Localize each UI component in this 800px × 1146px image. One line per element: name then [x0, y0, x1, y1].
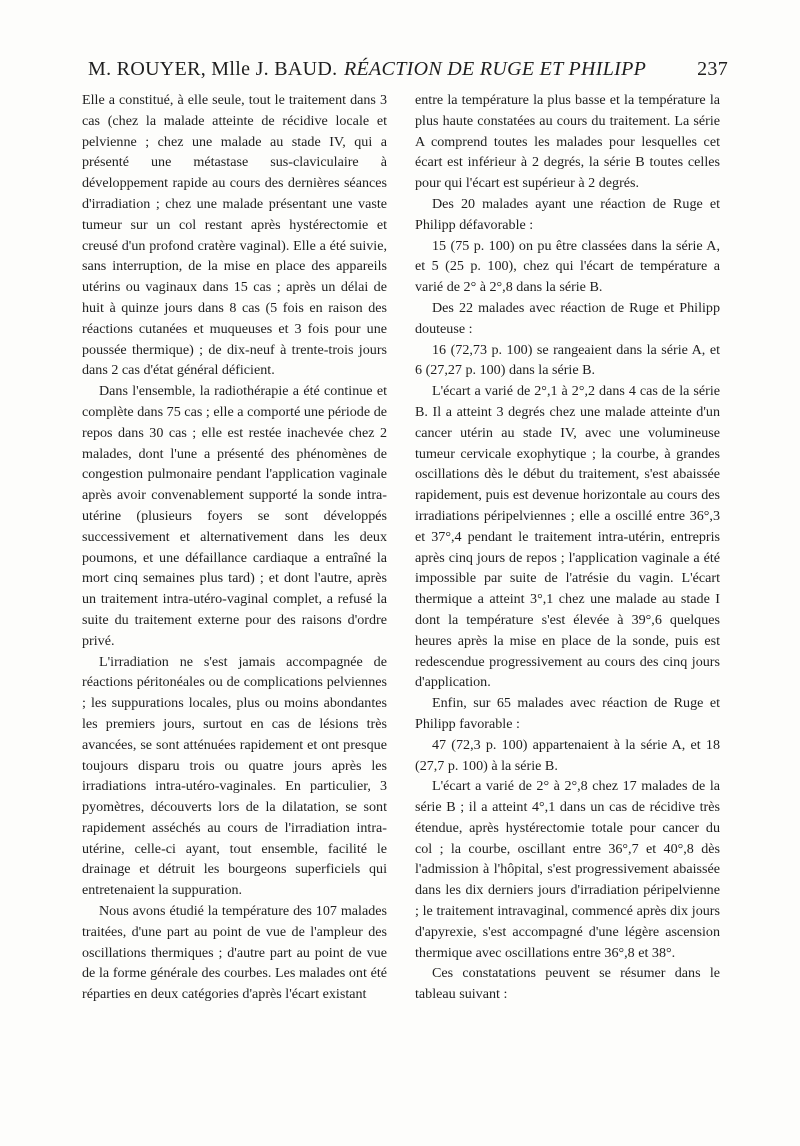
paragraph: Des 20 malades ayant une réaction de Ruge et Philipp défavorable : [415, 195, 720, 233]
paragraph: Enfin, sur 65 malades avec réaction de Ruge et Philipp favorable : [415, 695, 720, 732]
paragraph: Nous avons étudié la température des 107 malades traitées, d'une part au point de vue de l'ampleur des oscillations thermiques ; d'autre part au point de vue de la forme générale des courbes. Les malades ont été réparties en deux catégories d'après l'écart existant [82, 903, 387, 1003]
header-authors: M. ROUYER, Mlle J. BAUD. [88, 58, 338, 80]
paragraph: Dans l'ensemble, la radiothérapie a été continue et complète dans 75 cas ; elle a comporté une période de repos dans 30 cas ; elle est restée inachevée chez 2 malades, dont l'une a présenté des phénomènes de congestion pulmonaire pendant l'application vaginale après avoir convenablement supporté la sonde intra-utérine (plusieurs foyers se sont développés successivement et alternativement dans les deux poumons, et une défaillance cardiaque a entraîné la mort cinq semaines plus tard) ; et dont l'autre, après un traitement intra-utéro-vaginal complet, a refusé la suite du traitement externe pour des raisons d'ordre privé. [82, 383, 387, 649]
paragraph: L'écart a varié de 2°,1 à 2°,2 dans 4 cas de la série B. Il a atteint 3 degrés chez une malade atteinte d'un cancer utérin au stade IV, avec une volumineuse tumeur cervicale exophytique ; la courbe, à grandes oscillations dès le début du traitement, s'est abaissée rapidement, puis est devenue horizontale au cours des irradiations péripelviennes ; elle a oscillé entre 36°,3 et 37°,4 pendant le traitement intra-utérin, entrepris après cinq jours de repos ; l'application vaginale a été impossible par suite de l'atrésie du vagin. L'écart thermique a atteint 3°,1 chez une malade au stade I dont la température s'est élevée à 39°,6 quelques heures après la mise en place de la sonde, puis est redescendue progressivement au cours des cinq jours d'application. [415, 383, 720, 691]
paragraph: Ces constatations peuvent se résumer dans le tableau suivant : [415, 965, 720, 1003]
paragraph: 15 (75 p. 100) on pu être classées dans la série A, et 5 (25 p. 100), chez qui l'écart de température a varié de 2° à 2°,8 dans la série B. [415, 237, 720, 296]
paragraph: Elle a constitué, à elle seule, tout le traitement dans 3 cas (chez la malade atteinte de récidive locale et pelvienne ; chez une malade au stade IV, qui a présenté une métastase sus-claviculaire à développement rapide au cours des dernières séances d'irradiation ; chez une malade présentant une vaste tumeur sur un col restant après hystérectomie et creusé d'un profond cratère vaginal). Elle a été suivie, sans interruption, de la mise en place des appareils utérins ou vaginaux dans 15 cas ; après un délai de huit à quinze jours dans 8 cas (5 fois en raison des réactions cutanées et muqueuses et 3 fois pour une poussée thermique) ; de dix-neuf à trente-trois jours dans 2 cas d'état général déficient. [82, 92, 387, 379]
running-header [88, 50, 728, 90]
right-column [415, 90, 720, 1005]
paragraph: Des 22 malades avec réaction de Ruge et Philipp douteuse : [415, 299, 720, 337]
paragraph: entre la température la plus basse et la température la plus haute constatées au cours du traitement. La série A comprend toutes les malades pour lesquelles cet écart est inférieur à 2 degrés, la série B toutes celles pour qui l'écart est supérieur à 2 degrés. [415, 92, 720, 192]
paragraph: L'écart a varié de 2° à 2°,8 chez 17 malades de la série B ; il a atteint 4°,1 dans un cas de récidive très étendue, après hystérectomie totale pour cancer du col ; la courbe, oscillant entre 36°,7 et 40°,8 dès l'admission à l'hôpital, s'est progressivement abaissée dans les dix derniers jours d'irradiation péripelvienne ; le traitement intravaginal, commencé après dix jours d'apyrexie, s'est accompagné d'une légère ascension thermique avec oscillations entre 36°,8 et 38°. [415, 778, 720, 961]
page-number: 237 [697, 58, 728, 80]
header-title: RÉACTION DE RUGE ET PHILIPP [344, 58, 647, 80]
paragraph: L'irradiation ne s'est jamais accompagnée de réactions péritonéales ou de complications pelviennes ; les suppurations locales, plus ou moins abondantes les premiers jours, surtout en cas de lésions très avancées, se sont atténuées rapidement et ont presque toujours disparu trois ou quatre jours après les irradiations intra-utéro-vaginales. En particulier, 3 pyomètres, découverts lors de la dilatation, se sont rapidement asséchés au cours de l'irradiation intra-utérine, celle-ci ayant, tout ensemble, facilité le drainage et détruit les bourgeons superficiels qui entretenaient la suppuration. [82, 653, 387, 899]
paragraph: 47 (72,3 p. 100) appartenaient à la série A, et 18 (27,7 p. 100) à la série B. [415, 736, 720, 774]
left-column [82, 90, 387, 1005]
paragraph: 16 (72,73 p. 100) se rangeaient dans la série A, et 6 (27,27 p. 100) dans la série B. [415, 341, 720, 379]
